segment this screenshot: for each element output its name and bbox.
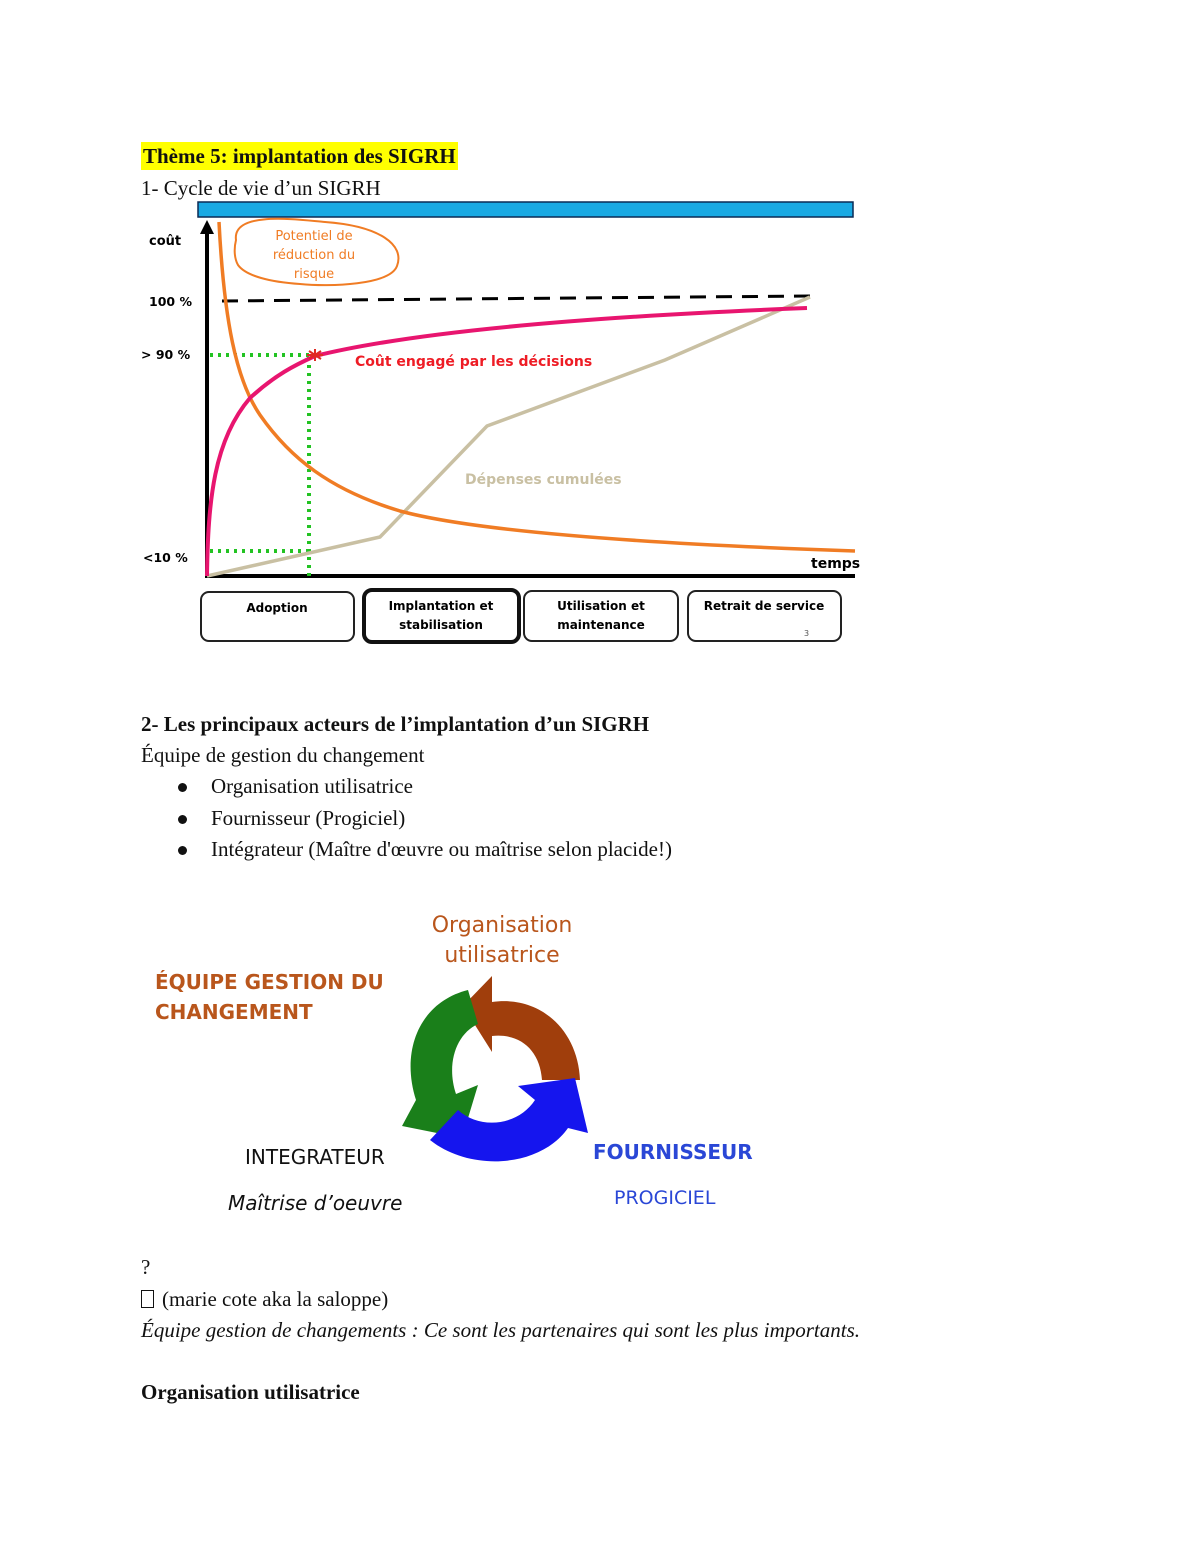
phase-label-implantation-2: stabilisation	[399, 618, 483, 632]
bubble-text-3: risque	[293, 267, 335, 282]
question-mark: ?	[141, 1255, 151, 1279]
phase-label-implantation-1: Implantation et	[388, 599, 494, 613]
actor-integrator-sublabel: Maîtrise d’oeuvre	[228, 1191, 403, 1215]
list-item-text: Organisation utilisatrice	[211, 774, 413, 798]
actor-left-label-2: CHANGEMENT	[155, 1000, 313, 1024]
brown-cycle-arrow	[463, 976, 580, 1080]
slide-number: 3	[804, 629, 810, 638]
actor-top-label-2: utilisatrice	[444, 943, 560, 968]
section-heading-actors: 2- Les principaux acteurs de l’implantation d’un SIGRH	[141, 712, 650, 736]
green-cycle-arrow	[402, 990, 478, 1138]
actor-supplier-label: FOURNISSEUR	[593, 1140, 753, 1164]
list-item-text: Intégrateur (Maître d'œuvre ou maîtrise selon placide!)	[211, 837, 672, 861]
tick-label-10: <10 %	[143, 550, 188, 565]
note-text: (marie cote aka la saloppe)	[162, 1287, 389, 1311]
phase-label-utilisation-1: Utilisation et	[557, 599, 645, 613]
y-axis-label: coût	[149, 234, 182, 249]
italic-statement: Équipe gestion de changements : Ce sont les partenaires qui sont les plus importants.	[141, 1318, 860, 1342]
section-heading-user-organisation: Organisation utilisatrice	[141, 1380, 360, 1404]
list-item-text: Fournisseur (Progiciel)	[211, 805, 406, 830]
phase-label-utilisation-2: maintenance	[557, 618, 645, 632]
x-axis-label: temps	[811, 556, 861, 572]
document-title: Thème 5: implantation des SIGRH	[143, 144, 456, 168]
actor-top-label-1: Organisation	[431, 913, 573, 938]
committed-cost-label: Coût engagé par les décisions	[355, 354, 593, 370]
tick-label-100: 100 %	[149, 294, 192, 309]
actor-supplier-sublabel: PROGICIEL	[614, 1187, 716, 1209]
phase-label-adoption: Adoption	[246, 601, 308, 615]
missing-glyph-box	[141, 1290, 154, 1308]
section-heading-lifecycle: 1- Cycle de vie d’un SIGRH	[141, 176, 381, 200]
note-line	[141, 1285, 388, 1313]
paragraph-change-team: Équipe de gestion du changement	[141, 743, 425, 767]
actor-left-label-1: ÉQUIPE GESTION DU	[155, 970, 384, 994]
actor-integrator-label: INTEGRATEUR	[245, 1145, 385, 1169]
bubble-text-1: Potentiel de	[275, 229, 353, 244]
phase-label-retrait: Retrait de service	[703, 599, 825, 613]
bubble-text-2: réduction du	[272, 248, 356, 263]
tick-label-90: > 90 %	[141, 347, 191, 362]
cumulative-expenses-label: Dépenses cumulées	[465, 472, 622, 488]
